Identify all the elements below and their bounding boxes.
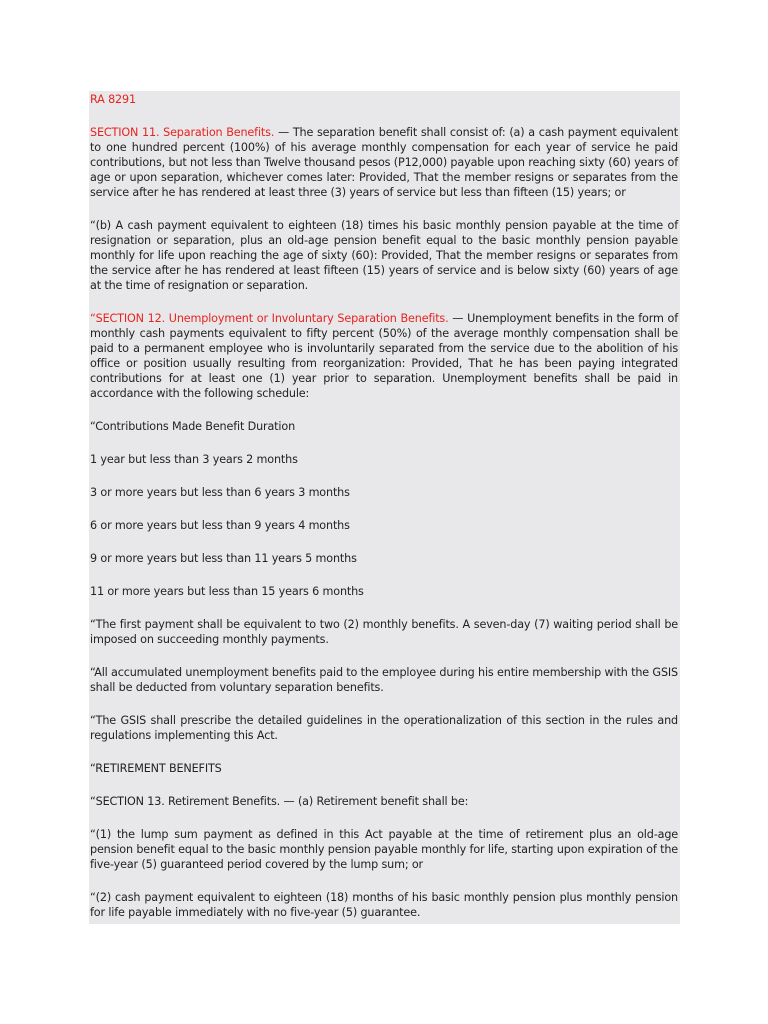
document-content [90, 92, 678, 938]
paragraph-b: “(b) A cash payment equivalent to eighteen (18) times his basic monthly pension payable at the time of resignation or separation, plus an old-age pension benefit equal to the basic monthly pension payable monthly for life upon reaching the age of sixty (60): Provided, That the member resigns or separates from the service after he has rendered at least fifteen (15) years of service and is below sixty (60) years of age at the time of resignation or separation. [90, 219, 678, 292]
schedule-header: “Contributions Made Benefit Duration [90, 420, 296, 433]
section-13-heading: “SECTION 13. Retirement Benefits. — (a) Retirement benefit shall be: [90, 795, 469, 808]
schedule-row: 1 year but less than 3 years 2 months [90, 453, 298, 466]
paragraph-1: “(1) the lump sum payment as defined in this Act payable at the time of retirement plus an old-age pension benefit equal to the basic monthly pension payable monthly for life, starting upon expiration of the five-year (5) guaranteed period covered by the lump sum; or [90, 828, 678, 871]
section-11-paragraph [90, 125, 678, 200]
first-payment-paragraph: “The first payment shall be equivalent to two (2) monthly benefits. A seven-day (7) waiting period shall be imposed on succeeding monthly payments. [90, 618, 678, 646]
section-11-body: — The separation benefit shall consist of: (a) a cash payment equivalent to one hundred percent (100%) of his average monthly compensation for each year of service he paid contributions, but not less than Twelve thousand pesos (P12,000) payable upon reaching sixty (60) years of age or upon separation, whichever comes later: Provided, That the member resigns or separates from the service after he has rendered at least three (3) years of service but less than fifteen (15) years; or [90, 126, 679, 199]
schedule-row: 11 or more years but less than 15 years 6 months [90, 585, 364, 598]
retirement-benefits-heading: “RETIREMENT BENEFITS [90, 762, 222, 775]
section-12-body: — Unemployment benefits in the form of monthly cash payments equivalent to fifty percent (50%) of the average monthly compensation shall be paid to a permanent employee who is involuntarily separated from the service due to the abolition of his office or position usually resulting from reorganization: Provided, That he has been paying integrated contributions for at least one (1) year prior to separation. Unemployment benefits shall be paid in accordance with the following schedule: [90, 312, 678, 400]
accumulated-benefits-paragraph: “All accumulated unemployment benefits paid to the employee during his entire membership with the GSIS shall be deducted from voluntary separation benefits. [90, 666, 678, 694]
schedule-row: 9 or more years but less than 11 years 5 months [90, 552, 357, 565]
section-11-heading: SECTION 11. Separation Benefits. [90, 126, 275, 139]
section-12-heading: “SECTION 12. Unemployment or Involuntary Separation Benefits. [90, 312, 449, 325]
paragraph-2: “(2) cash payment equivalent to eighteen (18) months of his basic monthly pension plus monthly pension for life payable immediately with no five-year (5) guarantee. [90, 891, 678, 919]
document-title: RA 8291 [90, 93, 136, 106]
schedule-row: 3 or more years but less than 6 years 3 months [90, 486, 350, 499]
section-12-paragraph [90, 311, 678, 401]
gsis-guidelines-paragraph: “The GSIS shall prescribe the detailed guidelines in the operationalization of this section in the rules and regulations implementing this Act. [90, 714, 678, 742]
schedule-row: 6 or more years but less than 9 years 4 months [90, 519, 350, 532]
